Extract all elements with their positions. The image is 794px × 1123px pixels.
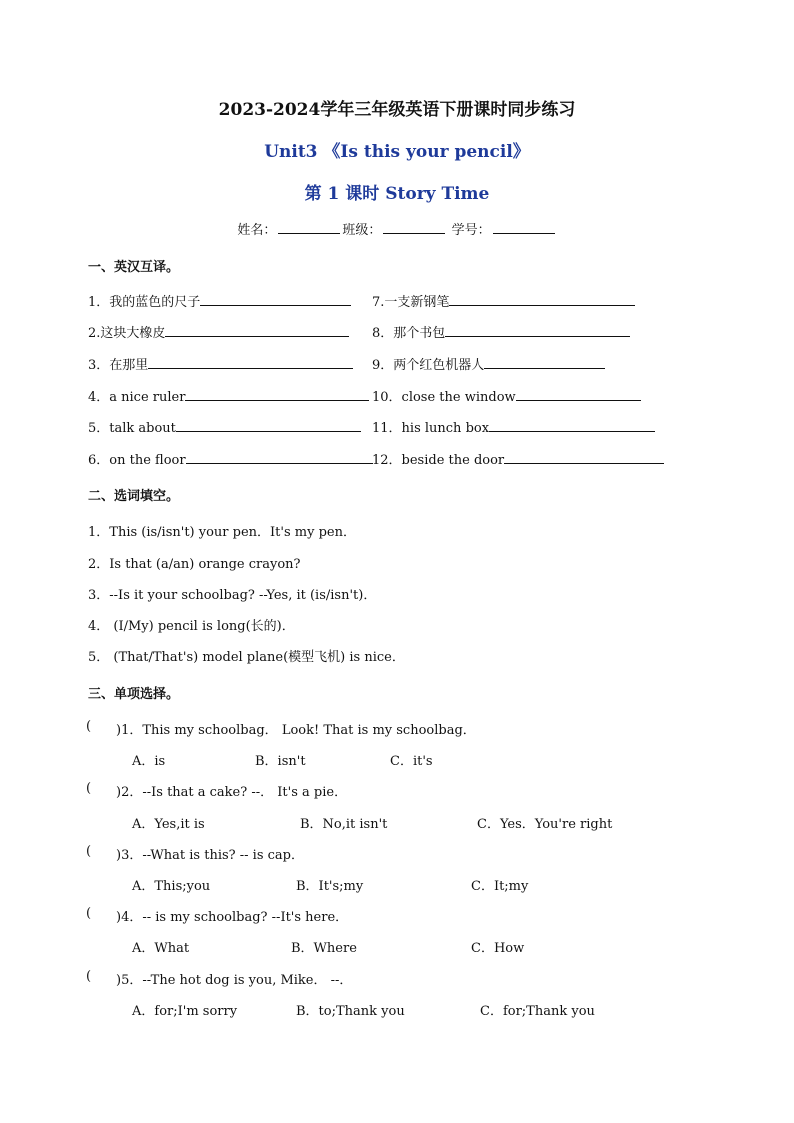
answer-paren: ( [86, 719, 92, 734]
answer-blank [165, 324, 349, 337]
class-blank [383, 221, 445, 234]
q2-option-c: C．Yes．You're right [477, 817, 613, 832]
number-blank [493, 221, 555, 234]
s1-item-6 [88, 449, 373, 468]
s1-item-text: 9．两个红色机器人 [372, 358, 485, 373]
section3-heading: 三、单项选择。 [88, 687, 180, 702]
answer-paren: ( [86, 969, 92, 984]
answer-blank [186, 451, 373, 464]
q2-option-b: B．No,it isn't [300, 817, 388, 832]
s1-item-text: 4．a nice ruler [88, 390, 186, 405]
section2-heading: 二、选词填空。 [88, 489, 180, 504]
s2-item-1: 1．This (is/isn't) your pen．It's my pen． [88, 525, 356, 540]
answer-blank [185, 388, 369, 401]
q4-stem: )4．-- is my schoolbag? --It's here． [116, 910, 349, 925]
lesson-title: 第 1 课时 Story Time [304, 184, 490, 204]
s1-item-4 [88, 386, 369, 405]
s2-item-3: 3．--Is it your schoolbag? --Yes, it (is/isn't)． [88, 588, 377, 603]
q1-stem: )1．This my schoolbag． Look! That is my schoolbag． [116, 723, 476, 738]
q1-option-b: B．isn't [255, 754, 306, 769]
q4-option-c: C．How [471, 941, 525, 956]
q5-option-a: A．for;I'm sorry [132, 1004, 238, 1019]
s1-item-9 [372, 354, 605, 373]
q5-option-c: C．for;Thank you [480, 1004, 595, 1019]
q5-stem: )5．--The hot dog is you, Mike． --． [116, 973, 353, 988]
s1-item-2 [88, 322, 349, 341]
s1-item-10 [372, 386, 641, 405]
answer-blank [176, 419, 361, 432]
answer-blank [200, 293, 351, 306]
student-info-row [0, 219, 794, 238]
s1-item-text: 7.一支新钢笔 [372, 295, 450, 310]
section1-heading: 一、英汉互译。 [88, 260, 180, 275]
s1-item-text: 11．his lunch box [372, 421, 490, 436]
q5-option-b: B．to;Thank you [296, 1004, 405, 1019]
q1-option-c: C．it's [390, 754, 433, 769]
s1-item-5 [88, 417, 361, 436]
q1-option-a: A．is [132, 754, 166, 769]
s1-item-text: 10．close the window [372, 390, 516, 405]
s1-item-text: 5．talk about [88, 421, 176, 436]
q4-option-b: B．Where [291, 941, 357, 956]
worksheet-title: 2023-2024学年三年级英语下册课时同步练习 [218, 100, 576, 120]
s1-item-text: 3．在那里 [88, 358, 149, 373]
name-blank [278, 221, 340, 234]
q2-option-a: A．Yes,it is [132, 817, 205, 832]
answer-blank [449, 293, 635, 306]
class-label: 班级： [342, 223, 382, 238]
q3-option-b: B．It's;my [296, 879, 364, 894]
s1-item-text: 6．on the floor [88, 453, 186, 468]
answer-paren: ( [86, 906, 92, 921]
s1-item-12 [372, 449, 664, 468]
s1-item-text: 2.这块大橡皮 [88, 326, 166, 341]
answer-blank [516, 388, 641, 401]
answer-blank [489, 419, 655, 432]
answer-blank [504, 451, 664, 464]
s1-item-text: 8．那个书包 [372, 326, 446, 341]
q4-option-a: A．What [132, 941, 190, 956]
number-label: 学号： [451, 223, 491, 238]
q3-option-a: A．This;you [132, 879, 211, 894]
q3-stem: )3．--What is this? -- is cap． [116, 848, 304, 863]
answer-paren: ( [86, 781, 92, 796]
s1-item-11 [372, 417, 655, 436]
answer-blank [484, 356, 605, 369]
name-label: 姓名： [237, 223, 277, 238]
s2-item-5: 5． (That/That's) model plane(模型飞机) is nice． [88, 650, 405, 665]
answer-blank [148, 356, 353, 369]
s1-item-1 [88, 291, 351, 310]
answer-blank [445, 324, 630, 337]
s1-item-8 [372, 322, 630, 341]
unit-title: Unit3 《Is this your pencil》 [264, 142, 530, 162]
s1-item-3 [88, 354, 353, 373]
s1-item-text: 12．beside the door [372, 453, 505, 468]
q2-stem: )2．--Is that a cake? --． It's a pie． [116, 785, 348, 800]
s2-item-4: 4． (I/My) pencil is long(长的)． [88, 619, 295, 634]
s1-item-7 [372, 291, 635, 310]
s2-item-2: 2．Is that (a/an) orange crayon? [88, 557, 301, 572]
answer-paren: ( [86, 844, 92, 859]
s1-item-text: 1．我的蓝色的尺子 [88, 295, 201, 310]
q3-option-c: C．It;my [471, 879, 529, 894]
